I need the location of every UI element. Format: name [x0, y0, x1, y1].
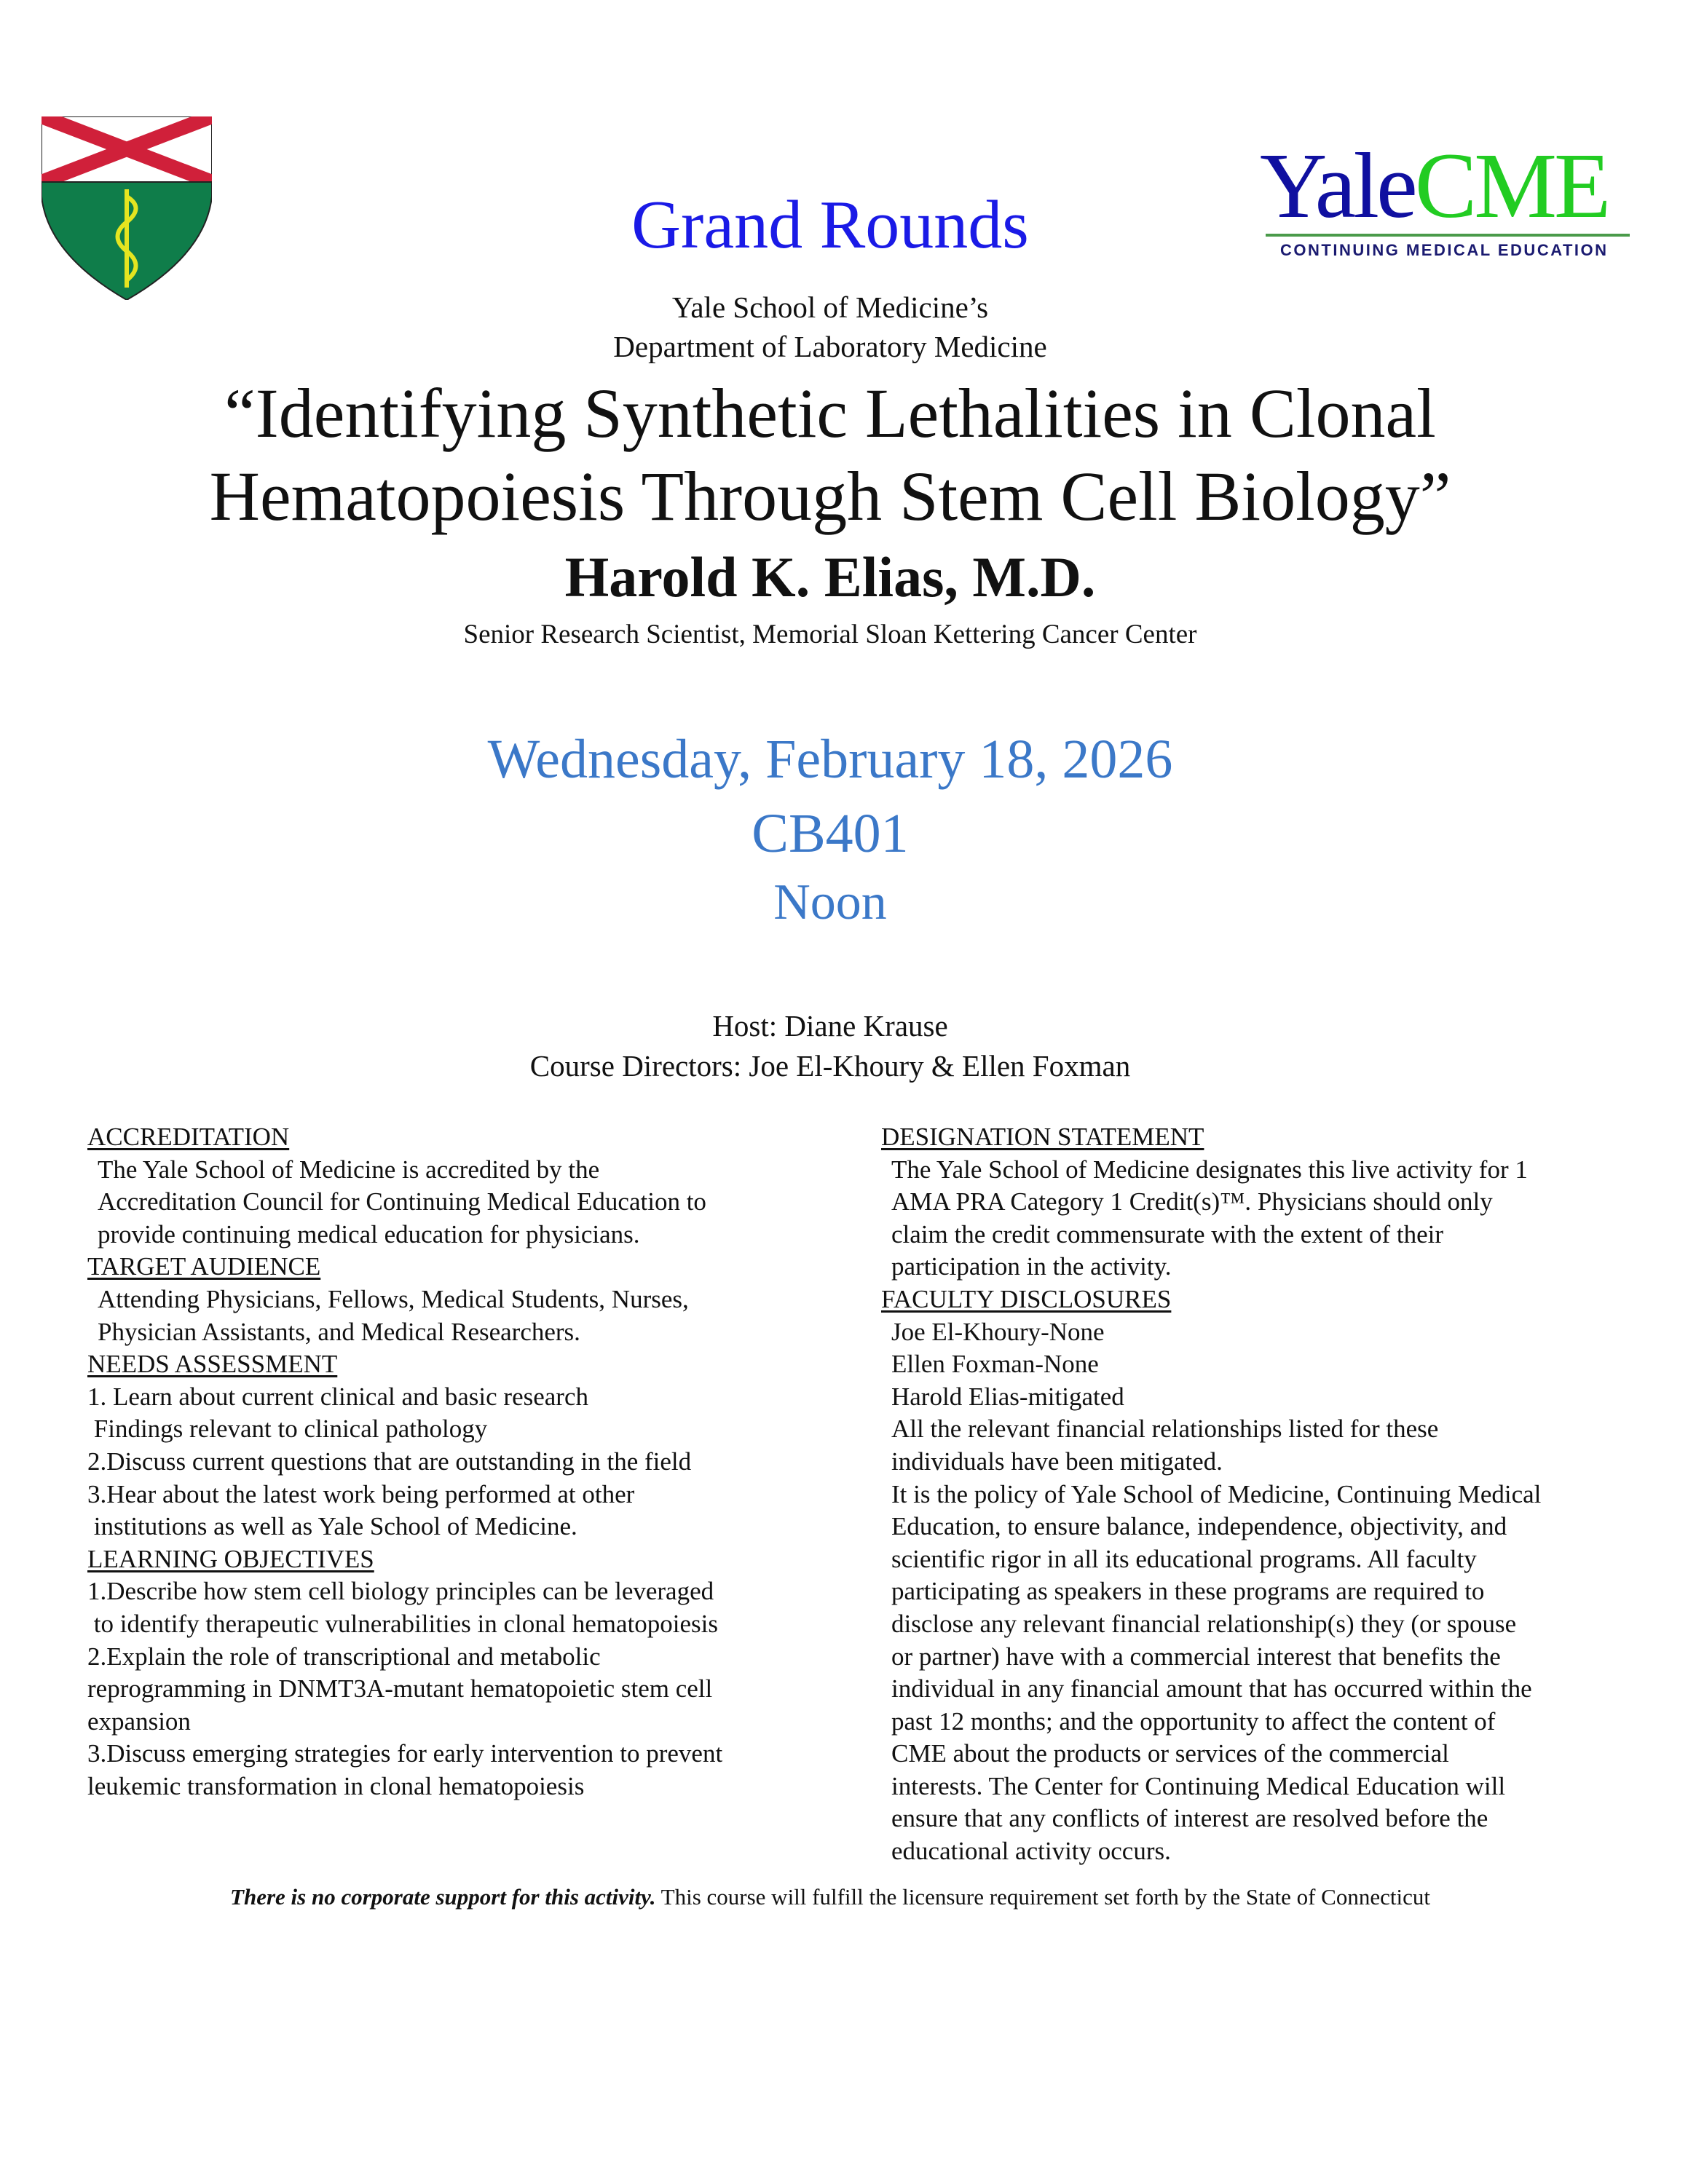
text-line: 2.Explain the role of transcriptional and metabolic	[87, 1642, 601, 1671]
logo-subtitle: CONTINUING MEDICAL EDUCATION	[1280, 241, 1609, 259]
course-directors: Course Directors: Joe El-Khoury & Ellen Foxman	[529, 1049, 1131, 1083]
text-line: individuals have been mitigated.	[891, 1447, 1223, 1476]
text-line: All the relevant financial relationships listed for these	[891, 1415, 1439, 1444]
text-line: CME about the products or services of the commercial	[891, 1739, 1449, 1768]
text-line: participating as speakers in these programs are required to	[891, 1577, 1485, 1606]
logo-yale-text: Yale	[1260, 134, 1415, 237]
left-column	[87, 1121, 722, 1803]
text-line: AMA PRA Category 1 Credit(s)™. Physicians should only	[891, 1187, 1493, 1216]
text-line: Harold Elias-mitigated	[891, 1382, 1124, 1411]
right-column	[881, 1121, 1541, 1868]
text-line: Education, to ensure balance, independence, objectivity, and	[891, 1512, 1507, 1541]
footer-note	[0, 1884, 1660, 1910]
event-room: CB401	[752, 803, 909, 864]
event-time: Noon	[773, 874, 887, 930]
speaker-affiliation: Senior Research Scientist, Memorial Sloan Kettering Cancer Center	[463, 620, 1197, 649]
text-line: Accreditation Council for Continuing Medical Education to	[98, 1187, 706, 1216]
text-line: 3.Hear about the latest work being performed at other	[87, 1479, 635, 1508]
department-name: Department of Laboratory Medicine	[613, 330, 1047, 363]
school-name: Yale School of Medicine’s	[671, 290, 989, 324]
text-line: Findings relevant to clinical pathology	[87, 1415, 488, 1444]
text-line: ensure that any conflicts of interest are resolved before the	[891, 1804, 1488, 1833]
text-line: 2.Discuss current questions that are outstanding in the field	[87, 1447, 692, 1476]
text-line: leukemic transformation in clonal hematopoiesis	[87, 1771, 585, 1800]
text-line: educational activity occurs.	[891, 1837, 1171, 1866]
text-line: 1.Describe how stem cell biology principles can be leveraged	[87, 1577, 714, 1606]
section-heading: NEEDS ASSESSMENT	[87, 1350, 338, 1379]
section-heading: FACULTY DISCLOSURES	[881, 1284, 1172, 1313]
event-host: Host: Diane Krause	[712, 1009, 948, 1042]
text-line: individual in any financial amount that has occurred within the	[891, 1674, 1532, 1704]
text-line: Ellen Foxman-None	[891, 1350, 1099, 1379]
text-line: scientific rigor in all its educational programs. All faculty	[891, 1544, 1477, 1573]
footer-bold: There is no corporate support for this activity.	[230, 1884, 656, 1910]
text-line: disclose any relevant financial relationship(s) they (or spouse	[891, 1609, 1517, 1638]
text-line: Physician Assistants, and Medical Researchers.	[98, 1317, 580, 1346]
section-heading: ACCREDITATION	[87, 1123, 290, 1151]
text-line: It is the policy of Yale School of Medicine, Continuing Medical	[891, 1479, 1542, 1508]
text-line: institutions as well as Yale School of Medicine.	[87, 1512, 577, 1541]
text-line: The Yale School of Medicine designates this live activity for 1	[891, 1155, 1528, 1184]
text-line: 1. Learn about current clinical and basic research	[87, 1382, 588, 1411]
text-line: past 12 months; and the opportunity to affect the content of	[891, 1706, 1496, 1736]
text-line: interests. The Center for Continuing Medical Education will	[891, 1771, 1506, 1800]
text-line: reprogramming in DNMT3A-mutant hematopoietic stem cell	[87, 1674, 713, 1704]
text-line: participation in the activity.	[891, 1252, 1172, 1281]
logo-cme-text: CME	[1414, 134, 1609, 237]
text-line: or partner) have with a commercial interest that benefits the	[891, 1642, 1501, 1671]
text-line: expansion	[87, 1706, 191, 1736]
text-line: claim the credit commensurate with the extent of their	[891, 1219, 1444, 1249]
section-heading: DESIGNATION STATEMENT	[881, 1123, 1204, 1151]
text-line: provide continuing medical education for physicians.	[98, 1219, 640, 1249]
text-line: 3.Discuss emerging strategies for early intervention to prevent	[87, 1739, 723, 1768]
event-date: Wednesday, February 18, 2026	[487, 729, 1173, 790]
text-line: Attending Physicians, Fellows, Medical Students, Nurses,	[98, 1284, 689, 1313]
text-line: The Yale School of Medicine is accredited by the	[98, 1155, 600, 1184]
text-line: to identify therapeutic vulnerabilities in clonal hematopoiesis	[87, 1609, 719, 1638]
text-line: Joe El-Khoury-None	[891, 1317, 1105, 1346]
section-heading: LEARNING OBJECTIVES	[87, 1544, 374, 1573]
series-title: Grand Rounds	[631, 187, 1029, 263]
talk-title-line1: “Identifying Synthetic Lethalities in Clonal	[224, 374, 1436, 452]
footer-rest: This course will fulfill the licensure requirement set forth by the State of Connecticut	[655, 1884, 1430, 1910]
section-heading: TARGET AUDIENCE	[87, 1252, 321, 1281]
talk-title-line2: Hematopoiesis Through Stem Cell Biology”	[209, 457, 1451, 535]
speaker-name: Harold K. Elias, M.D.	[564, 545, 1096, 609]
